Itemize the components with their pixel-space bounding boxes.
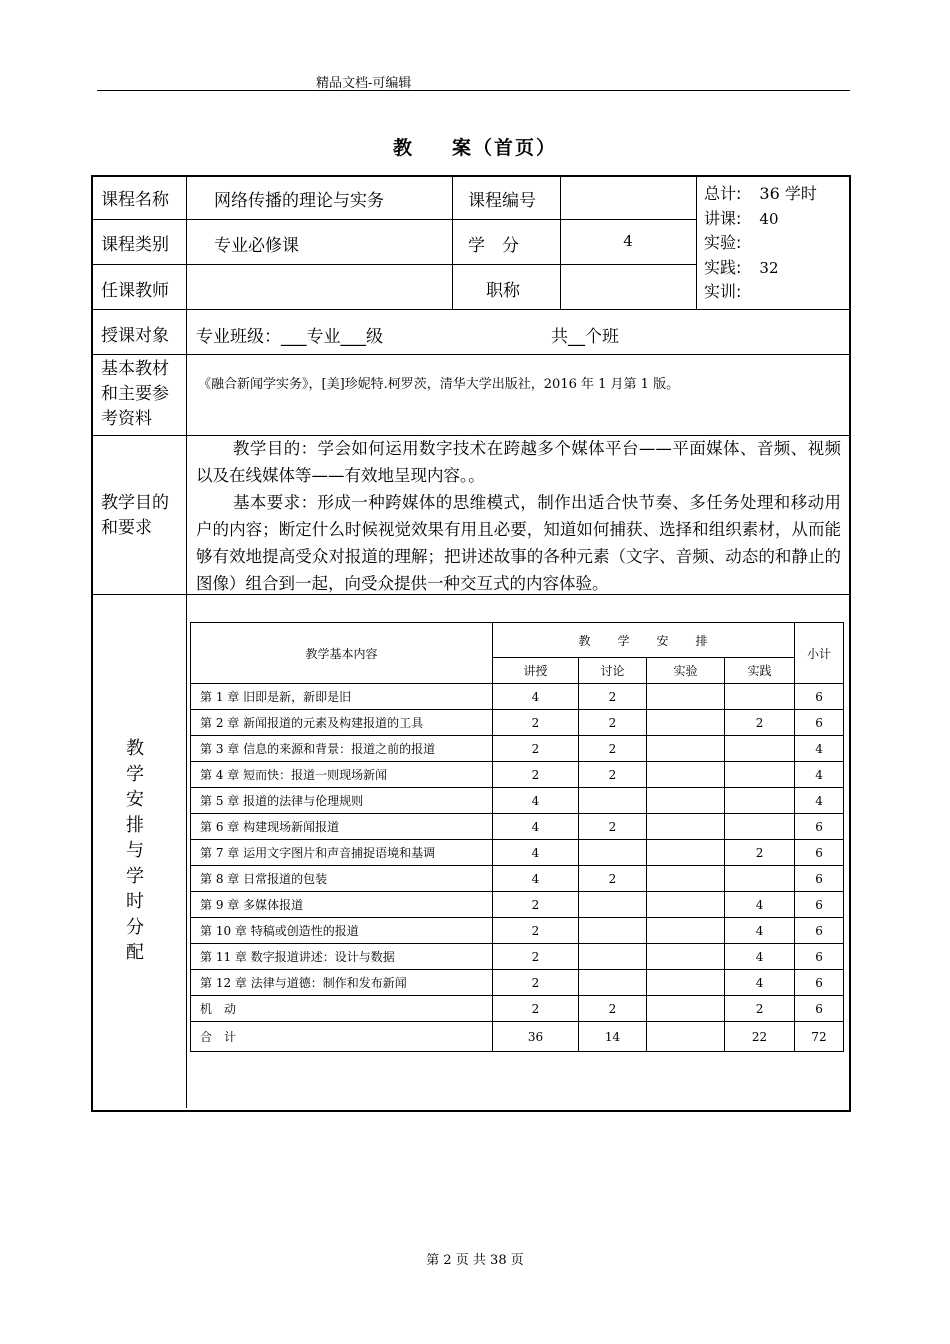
- row-practice: [725, 684, 795, 710]
- subheader-discussion: 讨论: [579, 658, 647, 684]
- row-lecture: 4: [493, 866, 579, 892]
- page-title: [0, 133, 950, 160]
- hours-total: 总计: 36 学时: [704, 184, 817, 203]
- row-lecture: 36: [493, 1022, 579, 1052]
- row-experiment: [647, 892, 725, 918]
- course-code-label: 课程编号: [468, 191, 536, 211]
- title-part2: 案（首页）: [452, 137, 558, 159]
- hours-practice: 实践: 32: [704, 257, 779, 277]
- row-discussion: [579, 970, 647, 996]
- row-discussion: 2: [579, 866, 647, 892]
- row-practice: [725, 866, 795, 892]
- row-practice: 2: [725, 840, 795, 866]
- row-experiment: [647, 970, 725, 996]
- row-title: 第 1 章 旧即是新，新即是旧: [191, 684, 493, 710]
- table-row: [191, 710, 844, 736]
- col-divider: [186, 177, 187, 1108]
- row-experiment: [647, 840, 725, 866]
- row-title: 第 12 章 法律与道德：制作和发布新闻: [191, 970, 493, 996]
- row-discussion: 2: [579, 762, 647, 788]
- table-row: [191, 892, 844, 918]
- row-divider: [93, 219, 696, 220]
- row-subtotal: 4: [795, 736, 844, 762]
- table-row: [191, 788, 844, 814]
- col-divider: [696, 177, 697, 309]
- row-subtotal: 6: [795, 840, 844, 866]
- row-experiment: [647, 1022, 725, 1052]
- row-lecture: 4: [493, 684, 579, 710]
- row-experiment: [647, 996, 725, 1022]
- header-subtotal: 小计: [795, 623, 844, 684]
- row-title: 第 5 章 报道的法律与伦理规则: [191, 788, 493, 814]
- row-practice: [725, 762, 795, 788]
- row-practice: 4: [725, 944, 795, 970]
- credit-value: 4: [623, 232, 633, 250]
- row-subtotal: 72: [795, 1022, 844, 1052]
- row-subtotal: 6: [795, 918, 844, 944]
- row-lecture: 4: [493, 788, 579, 814]
- subheader-experiment: 实验: [647, 658, 725, 684]
- row-subtotal: 6: [795, 866, 844, 892]
- table-row: [191, 684, 844, 710]
- row-lecture: 2: [493, 892, 579, 918]
- audience-classes: 共__个班: [551, 327, 619, 347]
- row-practice: 22: [725, 1022, 795, 1052]
- textbook-value: 《融合新闻学实务》，[美]珍妮特.柯罗茨，清华大学出版社，2016 年 1 月第 1 版。: [198, 377, 680, 392]
- row-experiment: [647, 814, 725, 840]
- row-experiment: [647, 684, 725, 710]
- course-type-value: 专业必修课: [214, 236, 299, 256]
- credit-label: 学 分: [468, 236, 519, 256]
- row-practice: [725, 736, 795, 762]
- row-divider: [93, 264, 696, 265]
- table-row: [191, 996, 844, 1022]
- schedule-table: [190, 622, 844, 1052]
- row-title: 第 11 章 数字报道讲述：设计与数据: [191, 944, 493, 970]
- row-lecture: 4: [493, 814, 579, 840]
- header-content: 教学基本内容: [191, 623, 493, 684]
- row-experiment: [647, 762, 725, 788]
- title-part1: 教: [392, 137, 414, 159]
- audience-value: 专业班级：___专业___级: [196, 327, 383, 347]
- row-discussion: 2: [579, 736, 647, 762]
- row-discussion: 2: [579, 996, 647, 1022]
- row-subtotal: 6: [795, 996, 844, 1022]
- table-row: [191, 970, 844, 996]
- row-practice: [725, 814, 795, 840]
- subheader-lecture: 讲授: [493, 658, 579, 684]
- row-practice: 4: [725, 918, 795, 944]
- row-lecture: 2: [493, 736, 579, 762]
- textbook-label: 基本教材和主要参考资料: [101, 359, 169, 429]
- row-lecture: 2: [493, 918, 579, 944]
- course-name-value: 网络传播的理论与实务: [214, 191, 384, 211]
- schedule-label: 教学安排与学时分配: [126, 738, 144, 963]
- row-lecture: 2: [493, 944, 579, 970]
- hours-lecture: 讲课: 40: [704, 208, 779, 228]
- row-title: 合 计: [191, 1022, 493, 1052]
- row-subtotal: 6: [795, 814, 844, 840]
- row-divider: [93, 354, 849, 355]
- row-lecture: 2: [493, 996, 579, 1022]
- goals-para1: 教学目的：学会如何运用数字技术在跨越多个媒体平台——平面媒体、音频、视频以及在线媒体等——有效地呈现内容。。: [196, 439, 841, 485]
- row-title: 机 动: [191, 996, 493, 1022]
- hours-experiment: 实验:: [704, 233, 742, 252]
- subheader-practice: 实践: [725, 658, 795, 684]
- row-experiment: [647, 788, 725, 814]
- row-experiment: [647, 944, 725, 970]
- row-practice: 4: [725, 970, 795, 996]
- row-title: 第 8 章 日常报道的包装: [191, 866, 493, 892]
- audience-label: 授课对象: [101, 326, 169, 346]
- row-subtotal: 6: [795, 684, 844, 710]
- row-discussion: [579, 840, 647, 866]
- row-discussion: 14: [579, 1022, 647, 1052]
- row-lecture: 4: [493, 840, 579, 866]
- hours-training: 实训:: [704, 282, 742, 301]
- table-row: [191, 918, 844, 944]
- course-type-label: 课程类别: [101, 235, 169, 255]
- row-experiment: [647, 918, 725, 944]
- row-divider: [93, 309, 849, 310]
- row-subtotal: 4: [795, 762, 844, 788]
- row-title: 第 3 章 信息的来源和背景：报道之前的报道: [191, 736, 493, 762]
- row-subtotal: 4: [795, 788, 844, 814]
- row-experiment: [647, 736, 725, 762]
- table-row: [191, 762, 844, 788]
- header-arrangement: 教 学 安 排: [493, 623, 795, 658]
- row-discussion: 2: [579, 710, 647, 736]
- row-practice: [725, 788, 795, 814]
- row-title: 第 4 章 短而快：报道一则现场新闻: [191, 762, 493, 788]
- row-subtotal: 6: [795, 970, 844, 996]
- teacher-label: 任课教师: [101, 281, 169, 301]
- row-lecture: 2: [493, 710, 579, 736]
- row-discussion: [579, 892, 647, 918]
- row-title: 第 6 章 构建现场新闻报道: [191, 814, 493, 840]
- row-title: 第 2 章 新闻报道的元素及构建报道的工具: [191, 710, 493, 736]
- row-lecture: 2: [493, 762, 579, 788]
- table-row: [191, 814, 844, 840]
- title-label: 职称: [486, 281, 520, 301]
- row-title: 第 9 章 多媒体报道: [191, 892, 493, 918]
- table-row: [191, 840, 844, 866]
- row-experiment: [647, 866, 725, 892]
- col-divider: [452, 177, 453, 309]
- table-row: [191, 944, 844, 970]
- row-subtotal: 6: [795, 892, 844, 918]
- page-header: 精品文档-可编辑: [316, 76, 412, 91]
- row-lecture: 2: [493, 970, 579, 996]
- goals-label: 教学目的和要求: [101, 493, 169, 538]
- row-subtotal: 6: [795, 944, 844, 970]
- table-row: [191, 866, 844, 892]
- table-row: [191, 1022, 844, 1052]
- table-row: [191, 736, 844, 762]
- page-footer: 第 2 页 共 38 页: [426, 1253, 524, 1268]
- row-experiment: [647, 710, 725, 736]
- row-discussion: 2: [579, 684, 647, 710]
- goals-para2: 基本要求：形成一种跨媒体的思维模式，制作出适合快节奏、多任务处理和移动用户的内容；断定什么时候视觉效果有用且必要，知道如何捕获、选择和组织素材，从而能够有效地提高受众对报道的理解；把讲述故事的各种元素（文字、音频、动态的和静止的图像）组合到一起，向受众提供一种交互式的内容体验。: [196, 493, 841, 593]
- row-title: 第 7 章 运用文字图片和声音捕捉语境和基调: [191, 840, 493, 866]
- row-discussion: [579, 918, 647, 944]
- row-title: 第 10 章 特稿或创造性的报道: [191, 918, 493, 944]
- row-practice: 2: [725, 996, 795, 1022]
- row-discussion: 2: [579, 814, 647, 840]
- row-subtotal: 6: [795, 710, 844, 736]
- course-name-label: 课程名称: [101, 190, 169, 210]
- row-practice: 2: [725, 710, 795, 736]
- row-discussion: [579, 944, 647, 970]
- row-discussion: [579, 788, 647, 814]
- header-rule: [97, 90, 850, 91]
- hours-block: [704, 182, 846, 305]
- row-practice: 4: [725, 892, 795, 918]
